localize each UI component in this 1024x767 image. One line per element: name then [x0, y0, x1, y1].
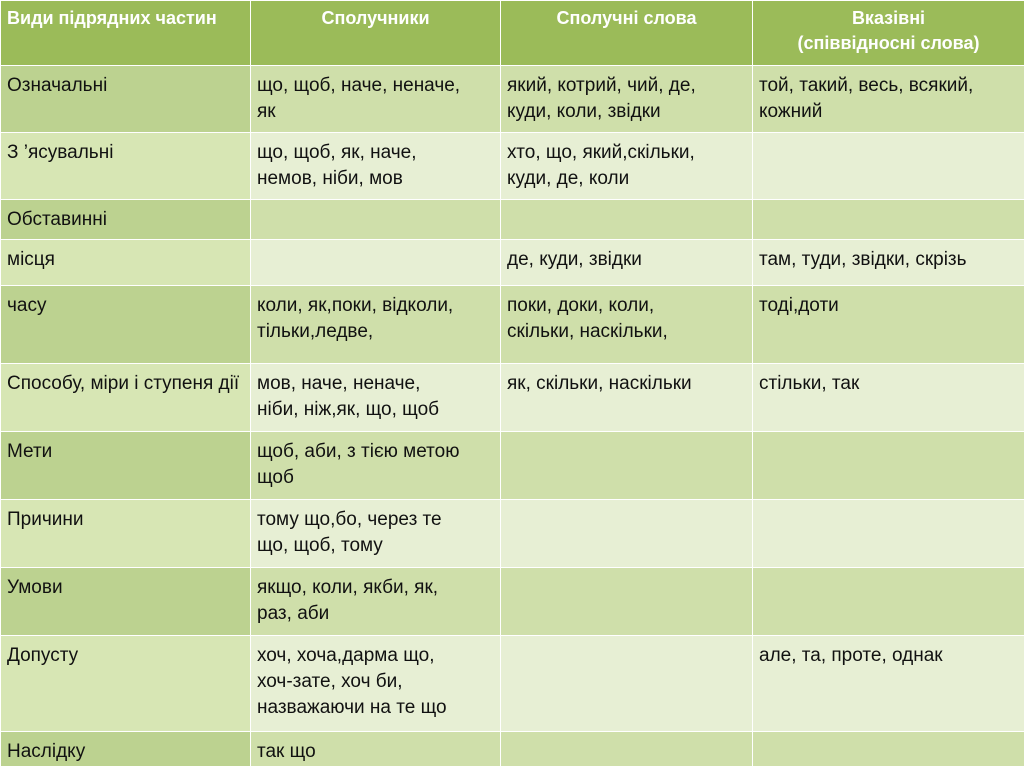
cell-demonstrative [753, 636, 1024, 732]
cell-line: ніби, ніж,як, що, щоб [257, 399, 440, 420]
header-demonstrative-sub: (співвідносні слова) [797, 33, 980, 53]
cell-conjunctive-words [501, 240, 753, 286]
cell-line: так що [257, 741, 316, 762]
cell-line: той, такий, весь, всякий, [759, 75, 974, 96]
cell-conjunctive-words [501, 133, 753, 200]
cell-line: раз, аби [257, 603, 330, 624]
cell-kind: Наслідку [1, 732, 251, 767]
cell-demonstrative [753, 568, 1024, 636]
cell-conjunctive-words [501, 286, 753, 364]
cell-conjunctions [251, 66, 501, 133]
cell-demonstrative [753, 432, 1024, 500]
cell-conjunctions [251, 240, 501, 286]
cell-conjunctive-words [501, 200, 753, 240]
cell-line: там, туди, звідки, скрізь [759, 249, 967, 270]
header-kind: Види підрядних частин [1, 1, 251, 66]
cell-kind: Умови [1, 568, 251, 636]
table-row [1, 732, 1024, 767]
cell-kind: Означальні [1, 66, 251, 133]
table-row [1, 432, 1024, 500]
cell-line: стільки, так [759, 373, 860, 394]
cell-kind: Мети [1, 432, 251, 500]
header-demonstrative [753, 1, 1024, 66]
cell-line: тільки,ледве, [257, 321, 374, 342]
cell-line: куди, коли, звідки [507, 101, 661, 122]
cell-conjunctions [251, 732, 501, 767]
table-row [1, 240, 1024, 286]
cell-line: тому що,бо, через те [257, 509, 442, 530]
cell-line: поки, доки, коли, [507, 295, 655, 316]
cell-line: але, та, проте, однак [759, 645, 943, 666]
cell-kind: З ’ясувальні [1, 133, 251, 200]
table-row [1, 133, 1024, 200]
cell-conjunctions [251, 364, 501, 432]
cell-line: щоб [257, 467, 294, 488]
table-row [1, 286, 1024, 364]
cell-demonstrative [753, 240, 1024, 286]
cell-line: який, котрий, чий, де, [507, 75, 696, 96]
cell-conjunctions [251, 286, 501, 364]
cell-line: кожний [759, 101, 823, 122]
cell-demonstrative [753, 364, 1024, 432]
cell-line: де, куди, звідки [507, 249, 642, 270]
cell-demonstrative [753, 732, 1024, 767]
cell-kind: місця [1, 240, 251, 286]
cell-conjunctive-words [501, 432, 753, 500]
table-row [1, 568, 1024, 636]
cell-conjunctive-words [501, 732, 753, 767]
header-conjunctive-words: Сполучні слова [501, 1, 753, 66]
cell-kind: Способу, міри і ступеня дії [1, 364, 251, 432]
cell-conjunctive-words [501, 636, 753, 732]
cell-line: коли, як,поки, відколи, [257, 295, 454, 316]
cell-line: мов, наче, неначе, [257, 373, 421, 394]
cell-line: хоч, хоча,дарма що, [257, 645, 435, 666]
cell-conjunctions [251, 568, 501, 636]
cell-conjunctions [251, 500, 501, 568]
cell-line: немов, ніби, мов [257, 168, 403, 189]
header-row [1, 1, 1024, 66]
table-row [1, 636, 1024, 732]
cell-conjunctions [251, 432, 501, 500]
table-row [1, 200, 1024, 240]
header-demonstrative-title: Вказівні [851, 8, 926, 28]
cell-conjunctions [251, 133, 501, 200]
cell-line: що, щоб, тому [257, 535, 383, 556]
cell-kind: Причини [1, 500, 251, 568]
table-row [1, 66, 1024, 133]
cell-line: як, скільки, наскільки [507, 373, 692, 394]
cell-conjunctive-words [501, 500, 753, 568]
cell-conjunctive-words [501, 568, 753, 636]
cell-line: що, щоб, як, наче, [257, 142, 417, 163]
cell-line: що, щоб, наче, неначе, [257, 75, 461, 96]
cell-conjunctive-words [501, 364, 753, 432]
cell-kind: Обставинні [1, 200, 251, 240]
cell-line: хто, що, який,скільки, [507, 142, 695, 163]
cell-kind: часу [1, 286, 251, 364]
cell-conjunctions [251, 636, 501, 732]
cell-demonstrative [753, 286, 1024, 364]
cell-line: скільки, наскільки, [507, 321, 668, 342]
cell-demonstrative [753, 500, 1024, 568]
table-row [1, 500, 1024, 568]
cell-line: щоб, аби, з тією метою [257, 441, 460, 462]
cell-line: як [257, 101, 276, 122]
cell-line: тоді,доти [759, 295, 839, 316]
cell-conjunctions [251, 200, 501, 240]
cell-line: якщо, коли, якби, як, [257, 577, 439, 598]
cell-line: хоч-зате, хоч би, [257, 671, 403, 692]
cell-conjunctive-words [501, 66, 753, 133]
cell-line: назважаючи на те що [257, 697, 447, 718]
cell-line: куди, де, коли [507, 168, 630, 189]
table-row [1, 364, 1024, 432]
cell-demonstrative [753, 133, 1024, 200]
header-conjunctions: Сполучники [251, 1, 501, 66]
cell-kind: Допусту [1, 636, 251, 732]
cell-demonstrative [753, 66, 1024, 133]
cell-demonstrative [753, 200, 1024, 240]
